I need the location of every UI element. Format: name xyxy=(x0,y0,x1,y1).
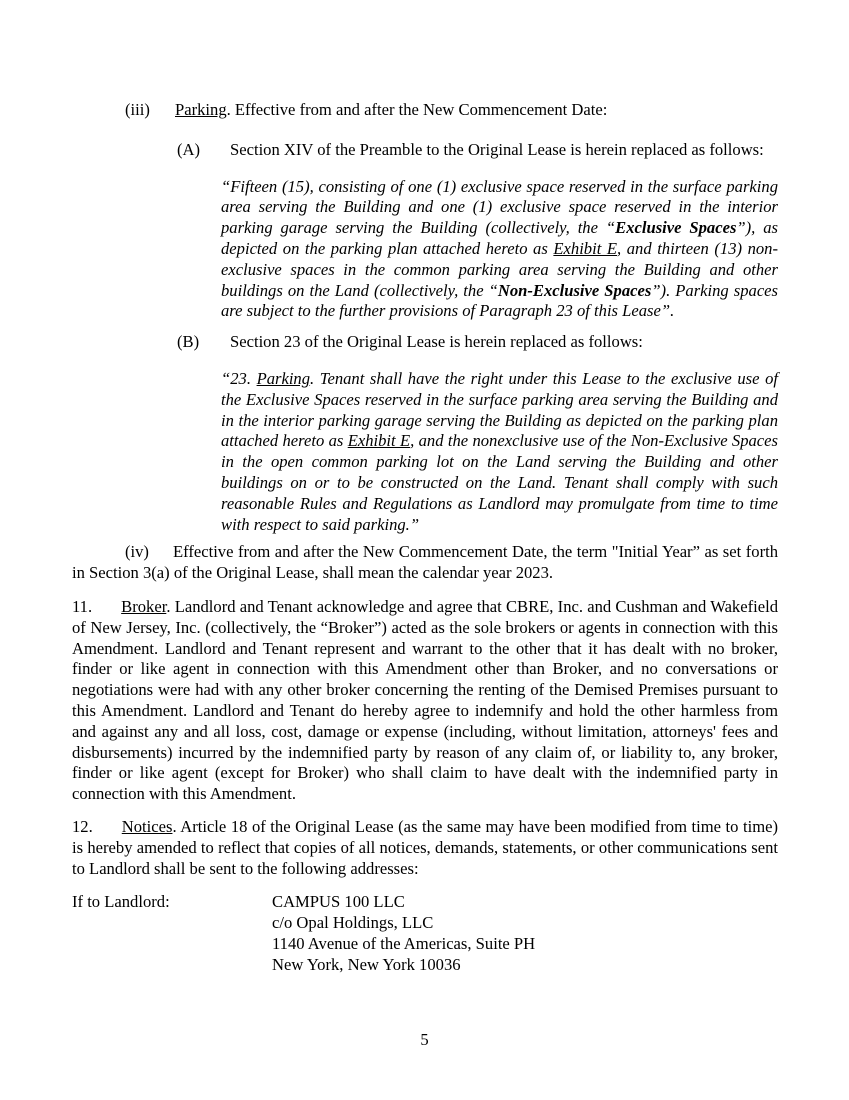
text-segment: “Fifteen (15), consisting of one (1) exclusive space reserved in the surface parking area serving the Building and one (1) exclusive space reserved in the interior parking garage serving the Building (collectively, the “ xyxy=(221,176,778,238)
clause-a xyxy=(72,140,778,161)
clause-a-label: (A) xyxy=(177,139,201,159)
text-segment: , and thirteen (13) non-exclusive spaces in the common parking area serving the Building and other buildings on the Land (collectively, the “ xyxy=(221,238,779,300)
paragraph-11-text: . Landlord and Tenant acknowledge and agree that CBRE, Inc. and Cushman and Wakefield of New Jersey, Inc. (collectively, the “Broker”) acted as the sole brokers or agents in connection with this Amendment. Landlord and Tenant represent and warrant to the other that it has dealt with no broker, finder or like agent in connection with this Amendment other than Broker, and no conversations or negotiations were had with any other broker concerning the renting of the Demised Premises pursuant to this Amendment. Landlord and Tenant do hereby agree to indemnify and hold the other harmless from and against any and all loss, cost, damage or expense (including, without limitation, attorneys' fees and disbursements) incurred by the indemnified party by reason of any claim of, or liability to, any broker, finder or like agent (except for Broker) who shall claim to have dealt with the indemnified party in connection with this Amendment. xyxy=(72,596,778,804)
section-iv-paragraph xyxy=(72,542,778,584)
section-iii-text xyxy=(175,100,778,121)
section-iv-text: Effective from and after the New Commencement Date, the term "Initial Year” as set forth in Section 3(a) of the Original Lease, shall mean the calendar year 2023. xyxy=(72,542,778,583)
text-segment: “23. xyxy=(221,368,257,388)
clause-b-label: (B) xyxy=(177,332,200,352)
page-number: 5 xyxy=(420,1030,429,1049)
clause-b-text: Section 23 of the Original Lease is herein replaced as follows: xyxy=(230,332,643,352)
landlord-address xyxy=(272,892,778,975)
paragraph-12-number: 12. xyxy=(72,816,93,836)
section-iii-title: Parking xyxy=(175,100,227,119)
paragraph-12 xyxy=(72,817,778,879)
clause-b xyxy=(72,332,778,353)
address-line: 1140 Avenue of the Americas, Suite PH xyxy=(272,933,536,953)
text-segment: Non-Exclusive Spaces xyxy=(497,280,652,300)
paragraph-11-title: Broker xyxy=(121,596,167,616)
paragraph-11-number: 11. xyxy=(72,596,93,616)
text-segment: ”), as depicted on the parking plan attached hereto as xyxy=(221,218,778,258)
address-line: CAMPUS 100 LLC xyxy=(272,892,405,912)
clause-a-text: Section XIV of the Preamble to the Original Lease is herein replaced as follows: xyxy=(230,139,764,159)
section-iv-label: (iv) xyxy=(125,542,149,562)
text-segment: Exclusive Spaces xyxy=(615,218,737,238)
landlord-address-block xyxy=(72,892,778,975)
section-iii-label: (iii) xyxy=(125,100,150,119)
paragraph-11 xyxy=(72,597,778,805)
document-body xyxy=(72,100,778,975)
text-segment: , and the nonexclusive use of the Non-Exclusive Spaces in the open common parking lot on the Land serving the Building and other buildings on or to be constructed on the Land. Tenant shall comply with such reasonable Rules and Regulations as Landlord may promulgate from time to time with respect to said parking.” xyxy=(221,431,778,534)
text-segment: Exhibit E xyxy=(553,238,618,258)
text-segment: ”). Parking spaces are subject to the further provisions of Paragraph 23 of this Lease”. xyxy=(221,280,779,321)
text-segment: . Tenant shall have the right under this Lease to the exclusive use of the Exclusive Spaces reserved in the surface parking area serving the Building and in the interior parking garage serving the Building as depicted on the parking plan attached hereto as xyxy=(221,368,778,451)
quote-block-b xyxy=(221,369,778,535)
text-segment: Exhibit E xyxy=(347,431,411,451)
section-iii-after-title: . Effective from and after the New Commencement Date: xyxy=(226,100,608,119)
quote-block-a xyxy=(221,177,778,323)
landlord-address-label: If to Landlord: xyxy=(72,892,170,912)
address-line: New York, New York 10036 xyxy=(272,954,461,974)
section-iii-heading xyxy=(72,100,778,121)
text-segment: Parking xyxy=(256,368,311,388)
paragraph-12-text: . Article 18 of the Original Lease (as the same may have been modified from time to time) is hereby amended to reflect that copies of all notices, demands, statements, or other communications sent to Landlord shall be sent to the following addresses: xyxy=(72,816,778,878)
address-line: c/o Opal Holdings, LLC xyxy=(272,913,434,933)
paragraph-12-title: Notices xyxy=(121,816,173,836)
